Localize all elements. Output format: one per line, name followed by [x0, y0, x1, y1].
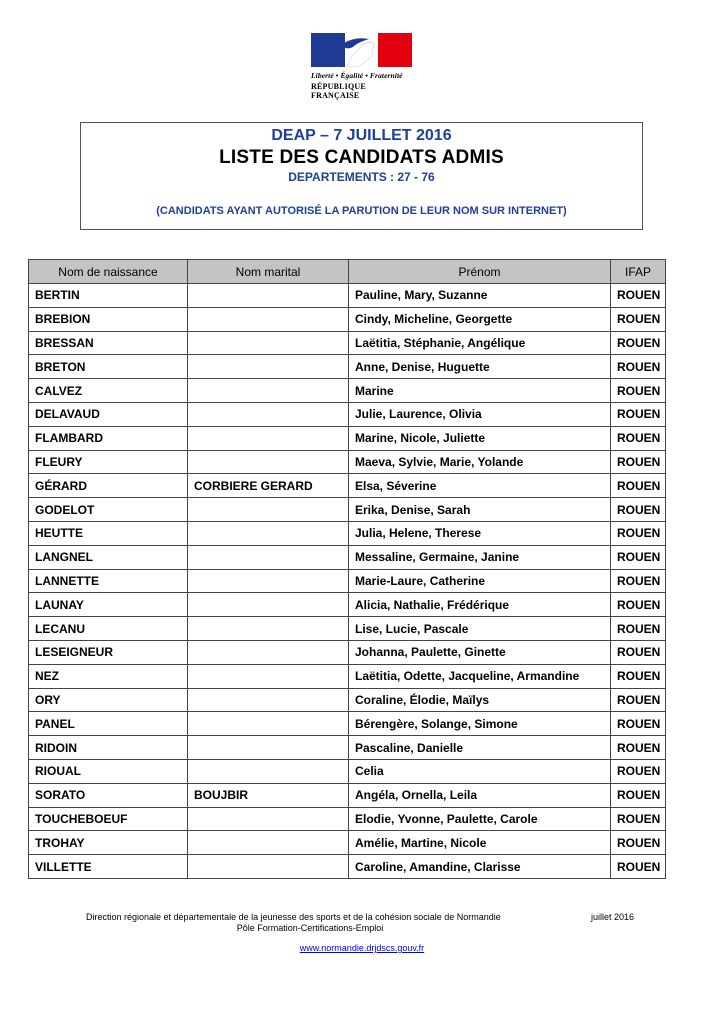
- married-name-cell: [188, 498, 349, 522]
- ifap-cell: ROUEN: [611, 617, 666, 641]
- married-name-cell: [188, 617, 349, 641]
- birth-name-cell: BRESSAN: [29, 331, 188, 355]
- footer-website-link[interactable]: www.normandie.drjdscs.gouv.fr: [299, 943, 425, 953]
- first-names-cell: Cindy, Micheline, Georgette: [349, 307, 611, 331]
- birth-name-cell: FLAMBARD: [29, 426, 188, 450]
- table-row: [29, 474, 666, 498]
- table-row: [29, 426, 666, 450]
- married-name-cell: [188, 807, 349, 831]
- birth-name-cell: LESEIGNEUR: [29, 640, 188, 664]
- married-name-cell: [188, 521, 349, 545]
- table-row: [29, 712, 666, 736]
- birth-name-cell: RIDOIN: [29, 736, 188, 760]
- ifap-cell: ROUEN: [611, 640, 666, 664]
- table-row: [29, 331, 666, 355]
- departments-subtitle: DEPARTEMENTS : 27 - 76: [288, 170, 435, 184]
- married-name-cell: [188, 331, 349, 355]
- first-names-cell: Marine: [349, 379, 611, 403]
- column-header-first-names: Prénom: [349, 260, 611, 284]
- ifap-cell: ROUEN: [611, 759, 666, 783]
- ifap-cell: ROUEN: [611, 450, 666, 474]
- birth-name-cell: BERTIN: [29, 284, 188, 308]
- first-names-cell: Marine, Nicole, Juliette: [349, 426, 611, 450]
- married-name-cell: [188, 712, 349, 736]
- first-names-cell: Elsa, Séverine: [349, 474, 611, 498]
- married-name-cell: [188, 450, 349, 474]
- first-names-cell: Lise, Lucie, Pascale: [349, 617, 611, 641]
- birth-name-cell: CALVEZ: [29, 379, 188, 403]
- tricolor-flag-icon: [311, 33, 412, 67]
- column-header-birth-name: Nom de naissance: [29, 260, 188, 284]
- table-row: [29, 855, 666, 879]
- married-name-cell: BOUJBIR: [188, 783, 349, 807]
- married-name-cell: [188, 640, 349, 664]
- ifap-cell: ROUEN: [611, 379, 666, 403]
- birth-name-cell: FLEURY: [29, 450, 188, 474]
- birth-name-cell: BREBION: [29, 307, 188, 331]
- table-row: [29, 569, 666, 593]
- republic-motto: Liberté • Égalité • Fraternité: [311, 71, 403, 80]
- ifap-cell: ROUEN: [611, 736, 666, 760]
- first-names-cell: Erika, Denise, Sarah: [349, 498, 611, 522]
- first-names-cell: Anne, Denise, Huguette: [349, 355, 611, 379]
- married-name-cell: [188, 426, 349, 450]
- first-names-cell: Bérengère, Solange, Simone: [349, 712, 611, 736]
- first-names-cell: Angéla, Ornella, Leila: [349, 783, 611, 807]
- exam-title: DEAP – 7 JUILLET 2016: [271, 127, 452, 144]
- married-name-cell: [188, 759, 349, 783]
- married-name-cell: [188, 736, 349, 760]
- marianne-logo: [311, 33, 415, 100]
- ifap-cell: ROUEN: [611, 307, 666, 331]
- birth-name-cell: ORY: [29, 688, 188, 712]
- footer-organization: Direction régionale et départementale de la jeunesse des sports et de la cohésion sociale de Normandie: [86, 912, 501, 922]
- table-row: [29, 307, 666, 331]
- first-names-cell: Maeva, Sylvie, Marie, Yolande: [349, 450, 611, 474]
- married-name-cell: [188, 545, 349, 569]
- ifap-cell: ROUEN: [611, 521, 666, 545]
- ifap-cell: ROUEN: [611, 664, 666, 688]
- birth-name-cell: LANGNEL: [29, 545, 188, 569]
- birth-name-cell: LECANU: [29, 617, 188, 641]
- title-box: [80, 122, 643, 230]
- married-name-cell: [188, 831, 349, 855]
- married-name-cell: [188, 402, 349, 426]
- table-row: [29, 688, 666, 712]
- ifap-cell: ROUEN: [611, 474, 666, 498]
- birth-name-cell: TROHAY: [29, 831, 188, 855]
- table-row: [29, 379, 666, 403]
- ifap-cell: ROUEN: [611, 855, 666, 879]
- table-row: [29, 617, 666, 641]
- first-names-cell: Julie, Laurence, Olivia: [349, 402, 611, 426]
- column-header-ifap: IFAP: [611, 260, 666, 284]
- birth-name-cell: SORATO: [29, 783, 188, 807]
- ifap-cell: ROUEN: [611, 498, 666, 522]
- table-row: [29, 355, 666, 379]
- birth-name-cell: LANNETTE: [29, 569, 188, 593]
- table-row: [29, 498, 666, 522]
- birth-name-cell: PANEL: [29, 712, 188, 736]
- first-names-cell: Julia, Helene, Therese: [349, 521, 611, 545]
- ifap-cell: ROUEN: [611, 569, 666, 593]
- table-row: [29, 402, 666, 426]
- ifap-cell: ROUEN: [611, 688, 666, 712]
- birth-name-cell: BRETON: [29, 355, 188, 379]
- table-row: [29, 593, 666, 617]
- first-names-cell: Laëtitia, Stéphanie, Angélique: [349, 331, 611, 355]
- table-row: [29, 640, 666, 664]
- married-name-cell: [188, 664, 349, 688]
- footer-department: Pôle Formation-Certifications-Emploi: [236, 923, 384, 933]
- republic-name: RÉPUBLIQUE FRANÇAISE: [311, 82, 366, 100]
- table-row: [29, 783, 666, 807]
- ifap-cell: ROUEN: [611, 593, 666, 617]
- ifap-cell: ROUEN: [611, 712, 666, 736]
- ifap-cell: ROUEN: [611, 807, 666, 831]
- table-row: [29, 831, 666, 855]
- first-names-cell: Pauline, Mary, Suzanne: [349, 284, 611, 308]
- birth-name-cell: LAUNAY: [29, 593, 188, 617]
- column-header-married-name: Nom marital: [188, 260, 349, 284]
- ifap-cell: ROUEN: [611, 783, 666, 807]
- married-name-cell: CORBIERE GERARD: [188, 474, 349, 498]
- married-name-cell: [188, 688, 349, 712]
- first-names-cell: Amélie, Martine, Nicole: [349, 831, 611, 855]
- birth-name-cell: DELAVAUD: [29, 402, 188, 426]
- ifap-cell: ROUEN: [611, 284, 666, 308]
- ifap-cell: ROUEN: [611, 426, 666, 450]
- first-names-cell: Johanna, Paulette, Ginette: [349, 640, 611, 664]
- table-row: [29, 450, 666, 474]
- table-header-row: [29, 260, 666, 284]
- first-names-cell: Laëtitia, Odette, Jacqueline, Armandine: [349, 664, 611, 688]
- birth-name-cell: GODELOT: [29, 498, 188, 522]
- birth-name-cell: GÉRARD: [29, 474, 188, 498]
- first-names-cell: Celia: [349, 759, 611, 783]
- table-row: [29, 759, 666, 783]
- first-names-cell: Alicia, Nathalie, Frédérique: [349, 593, 611, 617]
- first-names-cell: Marie-Laure, Catherine: [349, 569, 611, 593]
- table-row: [29, 664, 666, 688]
- married-name-cell: [188, 593, 349, 617]
- table-row: [29, 521, 666, 545]
- birth-name-cell: HEUTTE: [29, 521, 188, 545]
- ifap-cell: ROUEN: [611, 545, 666, 569]
- birth-name-cell: TOUCHEBOEUF: [29, 807, 188, 831]
- birth-name-cell: VILLETTE: [29, 855, 188, 879]
- ifap-cell: ROUEN: [611, 331, 666, 355]
- publication-notice: (CANDIDATS AYANT AUTORISÉ LA PARUTION DE LEUR NOM SUR INTERNET): [156, 205, 567, 217]
- birth-name-cell: NEZ: [29, 664, 188, 688]
- table-row: [29, 545, 666, 569]
- ifap-cell: ROUEN: [611, 355, 666, 379]
- list-title: LISTE DES CANDIDATS ADMIS: [219, 147, 504, 168]
- first-names-cell: Pascaline, Danielle: [349, 736, 611, 760]
- first-names-cell: Elodie, Yvonne, Paulette, Carole: [349, 807, 611, 831]
- table-row: [29, 807, 666, 831]
- married-name-cell: [188, 307, 349, 331]
- table-row: [29, 736, 666, 760]
- married-name-cell: [188, 284, 349, 308]
- first-names-cell: Messaline, Germaine, Janine: [349, 545, 611, 569]
- married-name-cell: [188, 379, 349, 403]
- first-names-cell: Coraline, Élodie, Maïlys: [349, 688, 611, 712]
- ifap-cell: ROUEN: [611, 831, 666, 855]
- footer-date: juillet 2016: [591, 912, 635, 922]
- first-names-cell: Caroline, Amandine, Clarisse: [349, 855, 611, 879]
- birth-name-cell: RIOUAL: [29, 759, 188, 783]
- table-row: [29, 284, 666, 308]
- ifap-cell: ROUEN: [611, 402, 666, 426]
- candidates-table: [28, 259, 666, 879]
- married-name-cell: [188, 855, 349, 879]
- married-name-cell: [188, 569, 349, 593]
- married-name-cell: [188, 355, 349, 379]
